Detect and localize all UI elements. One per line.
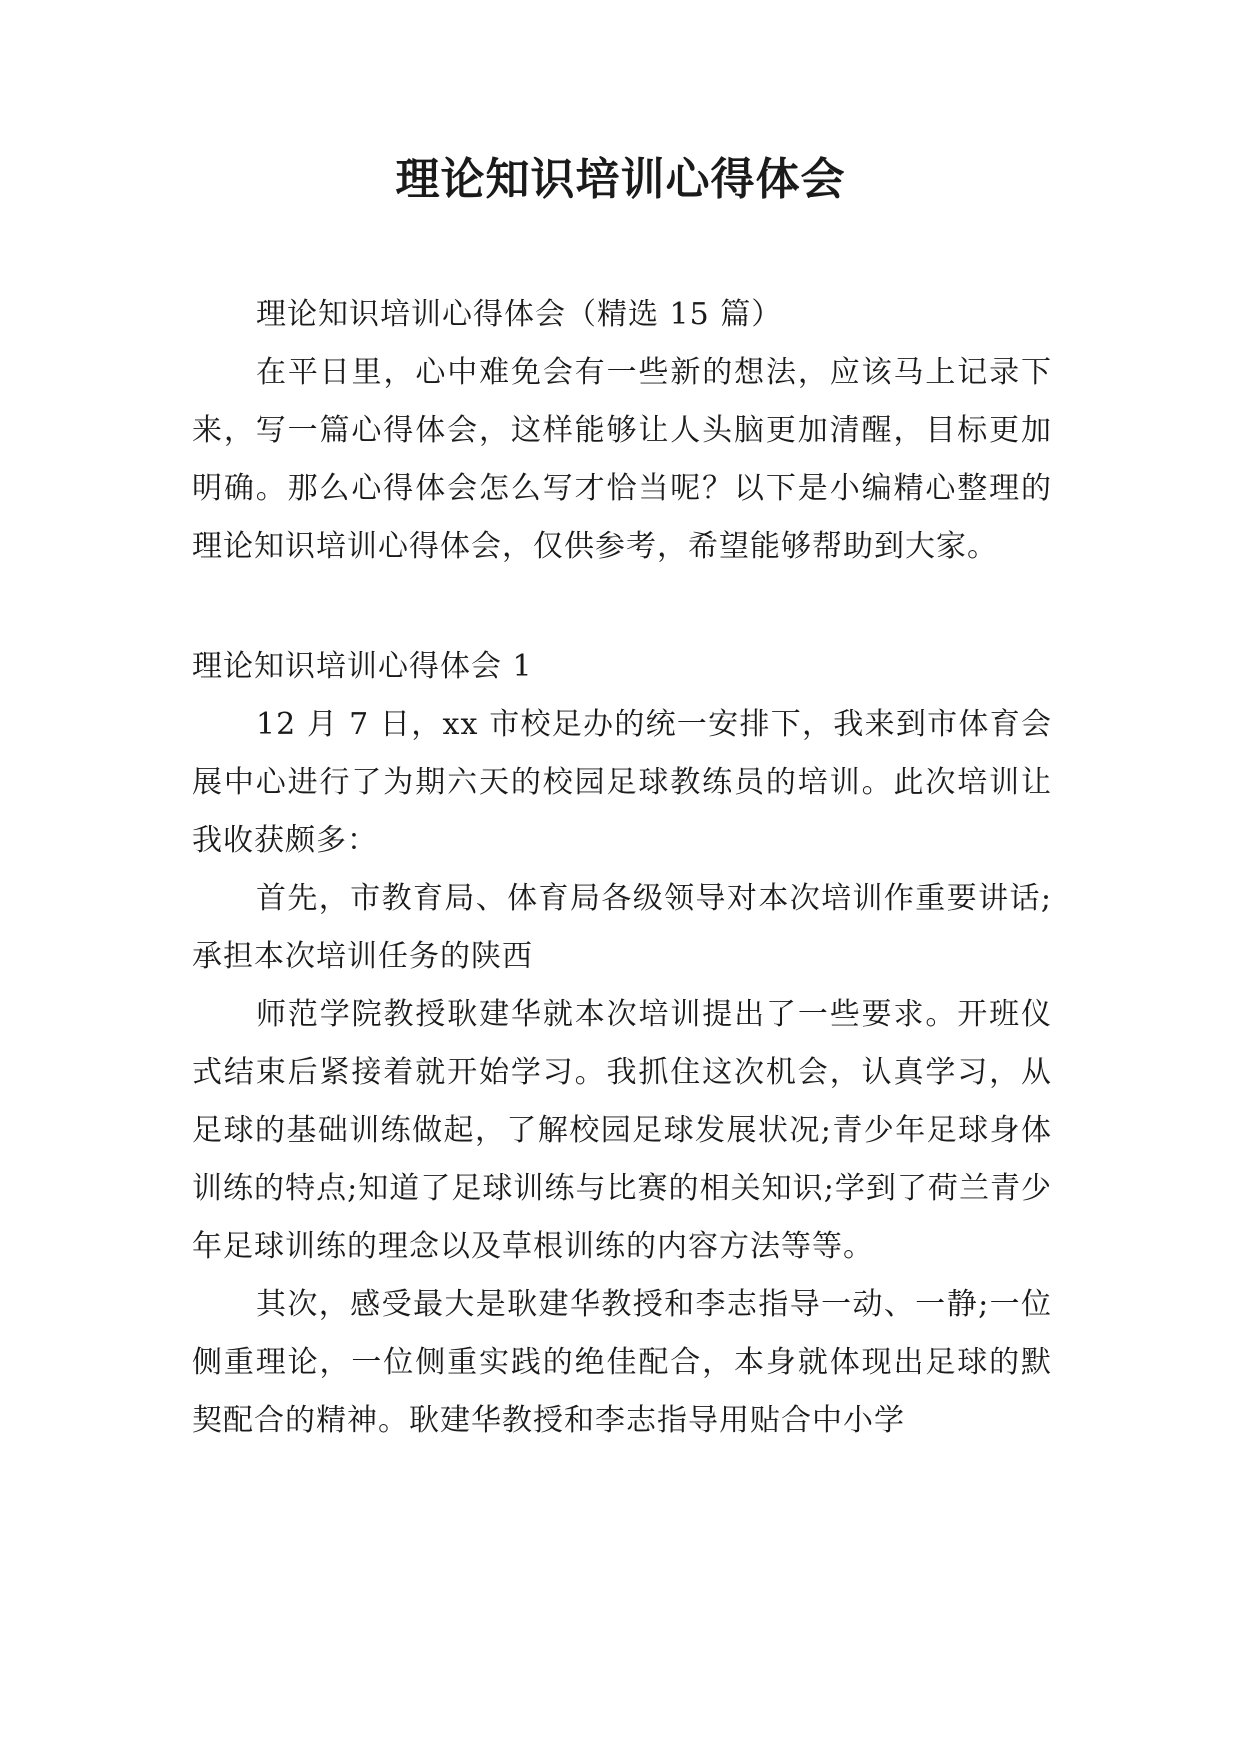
document-title: 理论知识培训心得体会 [395,154,846,205]
intro-paragraph: 在平日里，心中难免会有一些新的想法，应该马上记录下来，写一篇心得体会，这样能够让人头脑更加清醒，目标更加明确。那么心得体会怎么写才恰当呢？以下是小编精心整理的理论知识培训心得体会，仅供参考，希望能够帮助到大家。 [192,355,1052,564]
body-paragraph: 12 月 7 日，xx 市校足办的统一安排下，我来到市体育会展中心进行了为期六天的校园足球教练员的培训。此次培训让我收获颇多： [192,707,1052,858]
body-paragraph: 师范学院教授耿建华就本次培训提出了一些要求。开班仪式结束后紧接着就开始学习。我抓住这次机会，认真学习，从足球的基础训练做起，了解校园足球发展状况;青少年足球身体训练的特点;知道了足球训练与比赛的相关知识;学到了荷兰青少年足球训练的理念以及草根训练的内容方法等等。 [192,997,1052,1264]
body-paragraph: 首先，市教育局、体育局各级领导对本次培训作重要讲话;承担本次培训任务的陕西 [192,881,1052,974]
document-body [192,286,1052,1450]
spacer [192,576,1052,638]
body-paragraph: 其次，感受最大是耿建华教授和李志指导一动、一静;一位侧重理论，一位侧重实践的绝佳配合，本身就体现出足球的默契配合的精神。耿建华教授和李志指导用贴合中小学 [192,1287,1052,1438]
section-heading: 理论知识培训心得体会 1 [192,649,533,684]
subtitle: 理论知识培训心得体会（精选 15 篇） [256,297,783,332]
